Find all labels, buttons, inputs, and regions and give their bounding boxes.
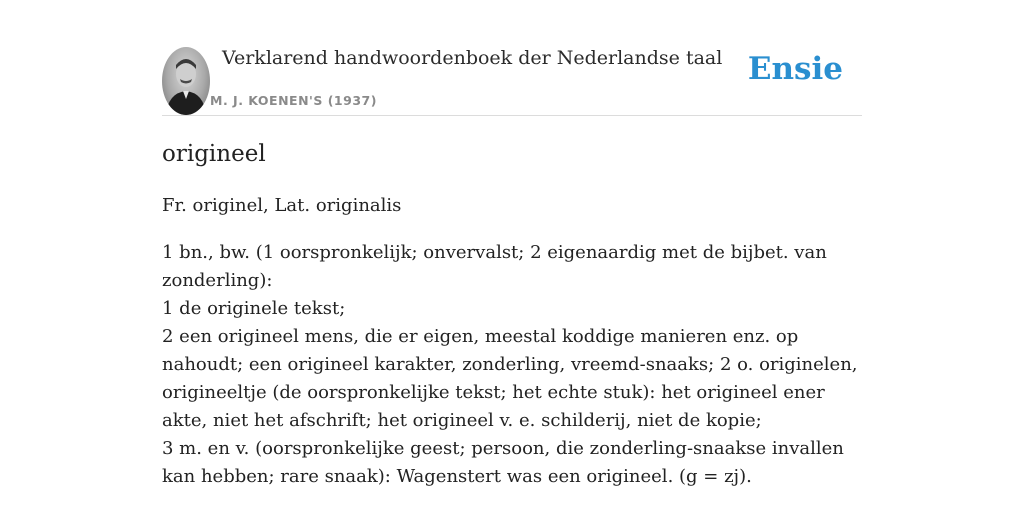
book-title: Verklarend handwoordenboek der Nederlandse taal bbox=[222, 47, 723, 69]
definition-line: 1 bn., bw. (1 oorspronkelijk; onvervalst; 2 eigenaardig met de bijbet. van zonderling): bbox=[162, 242, 827, 291]
definition-line: 3 m. en v. (oorspronkelijke geest; persoon, die zonderling-snaakse invallen kan hebben; rare snaak): Wagenstert was een origineel. (g = zj). bbox=[162, 438, 844, 487]
definition bbox=[162, 239, 864, 491]
headword: origineel bbox=[162, 141, 266, 167]
ensie-logo[interactable]: Ensie bbox=[747, 51, 843, 87]
portrait-image bbox=[162, 47, 210, 115]
author-portrait bbox=[162, 47, 210, 115]
definition-line: 1 de originele tekst; bbox=[162, 298, 346, 319]
page bbox=[162, 0, 862, 512]
etymology: Fr. originel, Lat. originalis bbox=[162, 195, 402, 216]
definition-line: 2 een origineel mens, die er eigen, meestal koddige manieren enz. op nahoudt; een origineel karakter, zonderling, vreemd-snaaks; 2 o. originelen, origineeltje (de oorspronkelijke tekst; het echte stuk): het origineel ener akte, niet het afschrift; het origineel v. e. schilderij, niet de kopie; bbox=[162, 326, 858, 431]
header bbox=[162, 0, 862, 116]
book-author: M. J. KOENEN'S (1937) bbox=[210, 93, 377, 108]
